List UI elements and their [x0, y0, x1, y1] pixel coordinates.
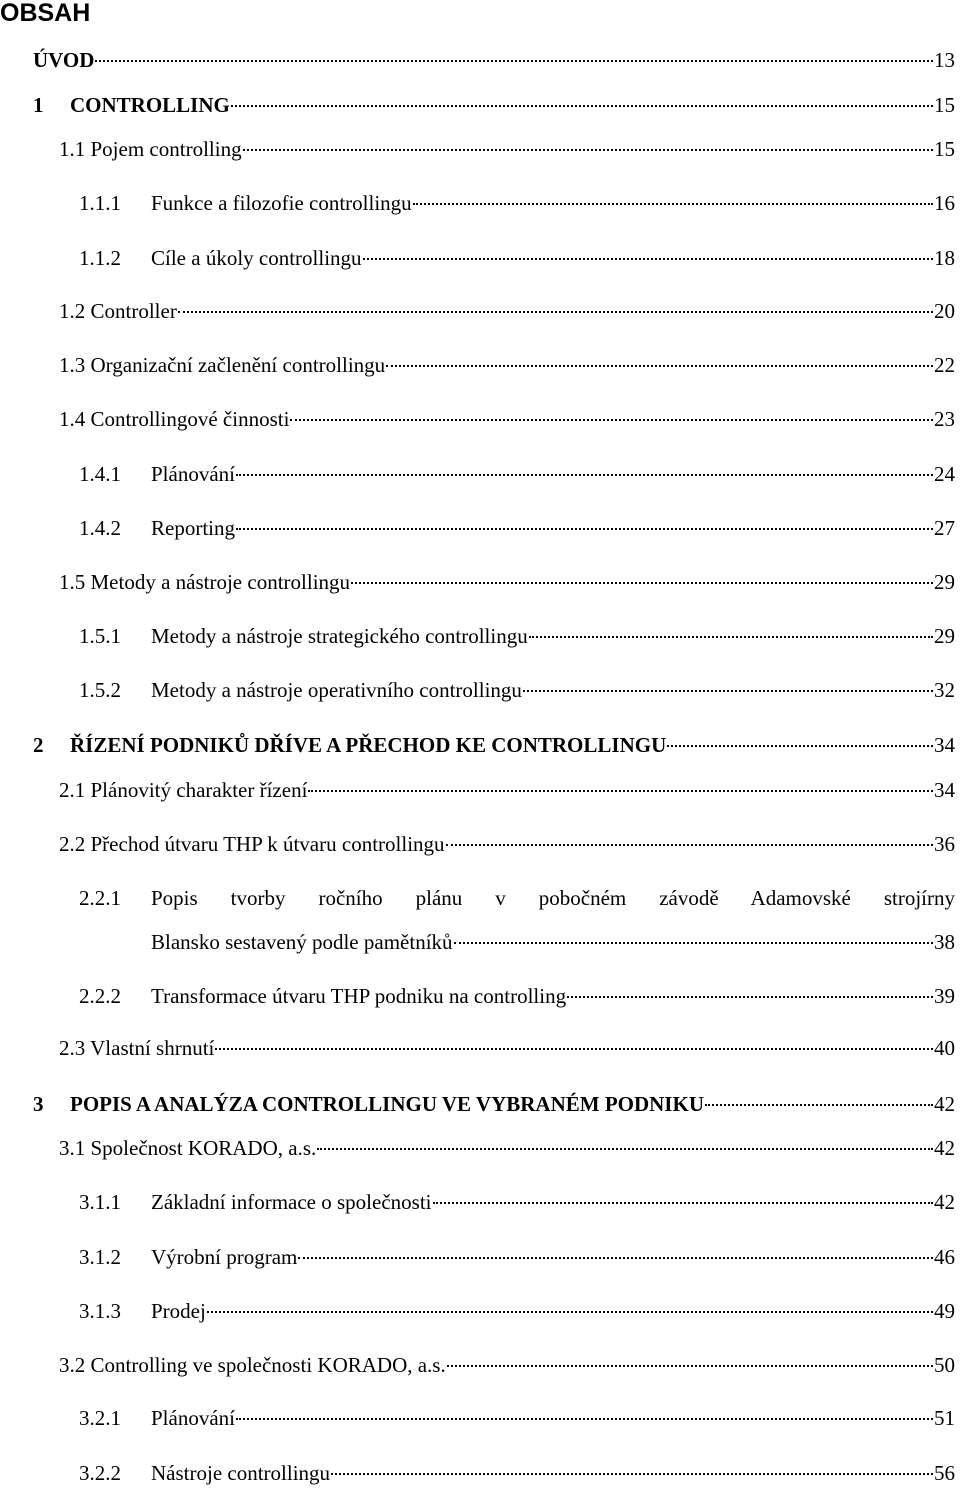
toc-entry[interactable] — [59, 830, 955, 858]
toc-entry-page-number: 27 — [934, 516, 955, 540]
dot-leader — [705, 1104, 933, 1106]
toc-entry[interactable] — [79, 622, 955, 650]
toc-entry-number: 3.1.1 — [79, 1190, 121, 1214]
toc-entry-title: Výrobní program — [151, 1245, 298, 1269]
dot-leader — [95, 60, 933, 62]
toc-entry-title: 3.1 Společnost KORADO, a.s. — [59, 1136, 317, 1160]
dot-leader — [243, 149, 933, 151]
toc-entry-title: Prodej — [151, 1299, 206, 1323]
toc-entry[interactable] — [79, 676, 955, 704]
toc-entry-page-number: 29 — [934, 624, 955, 648]
toc-entry[interactable] — [59, 135, 955, 163]
toc-entry[interactable] — [79, 1297, 955, 1325]
toc-entry[interactable] — [79, 244, 955, 272]
toc-entry-title: Reporting — [151, 516, 235, 540]
toc-entry-page-number: 15 — [934, 93, 955, 117]
toc-entry-page-number: 51 — [934, 1406, 955, 1430]
toc-entry[interactable] — [59, 297, 955, 325]
toc-entry-title: Nástroje controllingu — [151, 1461, 331, 1485]
toc-entry-number: 1.5.2 — [79, 678, 121, 702]
toc-entry-page-number: 56 — [934, 1461, 955, 1485]
toc-entry-title: CONTROLLING — [70, 93, 230, 117]
toc-entry-number: 1 — [33, 93, 44, 117]
toc-entry-title: 2.1 Plánovitý charakter řízení — [59, 778, 308, 802]
toc-entry-title: Transformace útvaru THP podniku na controlling — [151, 984, 567, 1008]
dot-leader — [308, 790, 933, 792]
toc-entry-page-number: 13 — [934, 48, 955, 72]
toc-entry-title: Metody a nástroje strategického controllingu — [151, 624, 528, 648]
toc-entry-page-number: 42 — [934, 1092, 955, 1116]
toc-entry-page-number: 42 — [934, 1190, 955, 1214]
dot-leader — [447, 1365, 933, 1367]
toc-entry-page-number: 20 — [934, 299, 955, 323]
toc-entry[interactable] — [33, 1090, 955, 1118]
toc-entry-title: Plánování — [151, 1406, 235, 1430]
toc-entry-page-number: 34 — [934, 778, 955, 802]
dot-leader — [454, 942, 933, 944]
toc-entry-title: Popis tvorby ročního plánu v pobočném závodě Adamovské strojírny — [151, 886, 955, 910]
toc-entry[interactable] — [79, 460, 955, 488]
toc-entry-number: 1.4.2 — [79, 516, 121, 540]
toc-entry-number: 3.2.1 — [79, 1406, 121, 1430]
dot-leader — [236, 528, 933, 530]
dot-leader — [413, 203, 933, 205]
toc-entry[interactable] — [79, 982, 955, 1010]
toc-entry-title: 3.2 Controlling ve společnosti KORADO, a.s. — [59, 1353, 446, 1377]
toc-entry[interactable] — [59, 1034, 955, 1062]
toc-entry[interactable] — [59, 568, 955, 596]
toc-entry[interactable] — [33, 731, 955, 759]
toc-entry-number: 3.2.2 — [79, 1461, 121, 1485]
dot-leader — [231, 105, 933, 107]
page-title: OBSAH — [0, 0, 91, 27]
toc-entry-page-number: 39 — [934, 984, 955, 1008]
toc-entry-title: 1.3 Organizační začlenění controllingu — [59, 353, 386, 377]
toc-entry-page-number: 24 — [934, 462, 955, 486]
toc-entry-page-number: 15 — [934, 137, 955, 161]
dot-leader — [298, 1257, 933, 1259]
dot-leader — [290, 419, 933, 421]
dot-leader — [331, 1473, 933, 1475]
toc-entry-page-number: 46 — [934, 1245, 955, 1269]
toc-entry-number: 1.5.1 — [79, 624, 121, 648]
toc-entry[interactable] — [59, 776, 955, 804]
toc-entry-number: 3.1.2 — [79, 1245, 121, 1269]
toc-entry[interactable] — [79, 189, 955, 217]
dot-leader — [236, 1418, 933, 1420]
toc-entry-page-number: 49 — [934, 1299, 955, 1323]
toc-entry-page-number: 40 — [934, 1036, 955, 1060]
toc-entry-title: 1.4 Controllingové činnosti — [59, 407, 290, 431]
dot-leader — [215, 1048, 933, 1050]
toc-entry-title: 1.2 Controller — [59, 299, 177, 323]
toc-entry-number: 3.1.3 — [79, 1299, 121, 1323]
toc-entry-number: 2.2.2 — [79, 984, 121, 1008]
toc-entry[interactable] — [59, 1351, 955, 1379]
dot-leader — [386, 365, 933, 367]
toc-entry-multiline[interactable] — [79, 884, 955, 956]
toc-entry-number: 1.1.2 — [79, 246, 121, 270]
toc-entry-title: ŘÍZENÍ PODNIKŮ DŘÍVE A PŘECHOD KE CONTROLLINGU — [70, 733, 667, 757]
toc-entry[interactable] — [79, 1459, 955, 1487]
dot-leader — [446, 844, 933, 846]
toc-entry[interactable] — [59, 1134, 955, 1162]
toc-entry-page-number: 16 — [934, 191, 955, 215]
toc-entry-title: 2.2 Přechod útvaru THP k útvaru controllingu — [59, 832, 445, 856]
toc-entry-title-continued: Blansko sestavený podle pamětníků — [151, 930, 453, 954]
dot-leader — [207, 1311, 933, 1313]
toc-entry-page-number: 36 — [934, 832, 955, 856]
toc-entry-number: 1.1.1 — [79, 191, 121, 215]
dot-leader — [529, 636, 933, 638]
dot-leader — [363, 258, 933, 260]
dot-leader — [351, 582, 933, 584]
toc-entry-title: Základní informace o společnosti — [151, 1190, 432, 1214]
toc-entry-title: Plánování — [151, 462, 235, 486]
toc-entry[interactable] — [33, 91, 955, 119]
toc-entry-page-number: 50 — [934, 1353, 955, 1377]
toc-entry-number: 2.2.1 — [79, 886, 121, 910]
toc-entry-page-number: 32 — [934, 678, 955, 702]
toc-entry[interactable] — [59, 405, 955, 433]
toc-entry-page-number: 34 — [934, 733, 955, 757]
toc-entry[interactable] — [59, 351, 955, 379]
toc-entry-page-number: 22 — [934, 353, 955, 377]
toc-entry-title: Metody a nástroje operativního controllingu — [151, 678, 522, 702]
dot-leader — [178, 311, 933, 313]
toc-entry[interactable] — [79, 1243, 955, 1271]
dot-leader — [667, 745, 933, 747]
toc-entry-number: 1.4.1 — [79, 462, 121, 486]
toc-entry-page-number: 23 — [934, 407, 955, 431]
toc-entry[interactable] — [79, 514, 955, 542]
dot-leader — [236, 474, 933, 476]
toc-entry-page-number: 42 — [934, 1136, 955, 1160]
toc-entry-number: 2 — [33, 733, 44, 757]
toc-entry-title: 1.5 Metody a nástroje controllingu — [59, 570, 351, 594]
toc-entry[interactable] — [33, 46, 955, 74]
toc-entry-title: Cíle a úkoly controllingu — [151, 246, 362, 270]
toc-entry-title: ÚVOD — [33, 48, 95, 72]
toc-entry-page-number: 18 — [934, 246, 955, 270]
dot-leader — [523, 690, 933, 692]
dot-leader — [433, 1202, 934, 1204]
toc-entry-page-number: 29 — [934, 570, 955, 594]
toc-entry-title: 1.1 Pojem controlling — [59, 137, 242, 161]
dot-leader — [567, 996, 933, 998]
toc-entry[interactable] — [79, 1404, 955, 1432]
toc-entry-title: Funkce a filozofie controllingu — [151, 191, 412, 215]
toc-entry-title: POPIS A ANALÝZA CONTROLLINGU VE VYBRANÉM PODNIKU — [70, 1092, 704, 1116]
toc-entry-number: 3 — [33, 1092, 44, 1116]
toc-entry-page-number: 38 — [934, 930, 955, 954]
dot-leader — [317, 1148, 933, 1150]
toc-entry-title: 2.3 Vlastní shrnutí — [59, 1036, 215, 1060]
toc-entry[interactable] — [79, 1188, 955, 1216]
